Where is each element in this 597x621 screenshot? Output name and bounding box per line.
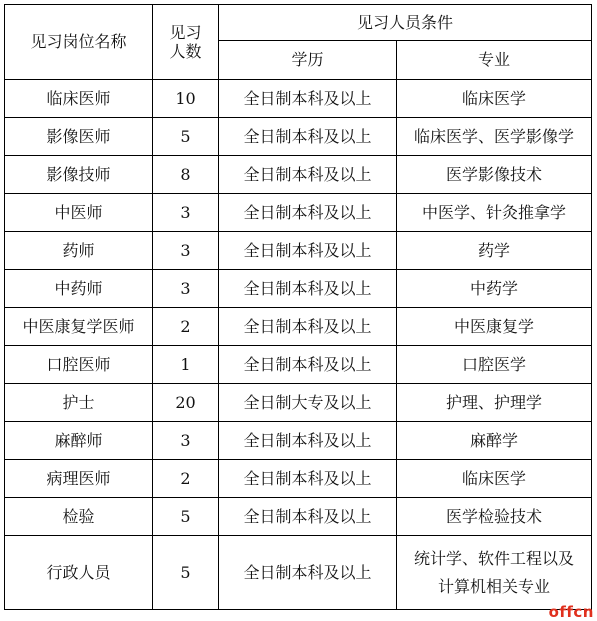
cell-count: 5 (153, 118, 219, 156)
table-row (5, 498, 592, 536)
cell-major: 护理、护理学 (397, 384, 592, 422)
table-row (5, 384, 592, 422)
cell-education: 全日制本科及以上 (219, 460, 397, 498)
cell-count: 3 (153, 194, 219, 232)
cell-major: 麻醉学 (397, 422, 592, 460)
cell-major: 药学 (397, 232, 592, 270)
cell-count: 1 (153, 346, 219, 384)
header-conditions: 见习人员条件 (219, 5, 592, 41)
header-count (153, 5, 219, 80)
table-row (5, 270, 592, 308)
header-major: 专业 (397, 41, 592, 80)
cell-major: 中药学 (397, 270, 592, 308)
table-row (5, 460, 592, 498)
cell-count: 2 (153, 460, 219, 498)
cell-major: 临床医学、医学影像学 (397, 118, 592, 156)
cell-position: 中药师 (5, 270, 153, 308)
cell-education: 全日制本科及以上 (219, 118, 397, 156)
cell-education: 全日制大专及以上 (219, 384, 397, 422)
cell-position: 影像医师 (5, 118, 153, 156)
cell-position: 临床医师 (5, 80, 153, 118)
header-position-name: 见习岗位名称 (5, 5, 153, 80)
table-row (5, 232, 592, 270)
cell-major: 中医康复学 (397, 308, 592, 346)
cell-major: 中医学、针灸推拿学 (397, 194, 592, 232)
cell-position: 中医师 (5, 194, 153, 232)
table-row (5, 118, 592, 156)
cell-education: 全日制本科及以上 (219, 194, 397, 232)
cell-education: 全日制本科及以上 (219, 498, 397, 536)
cell-education: 全日制本科及以上 (219, 308, 397, 346)
cell-count: 2 (153, 308, 219, 346)
cell-position: 药师 (5, 232, 153, 270)
cell-position: 检验 (5, 498, 153, 536)
cell-count: 20 (153, 384, 219, 422)
table-row (5, 194, 592, 232)
table-row (5, 80, 592, 118)
cell-position: 麻醉师 (5, 422, 153, 460)
cell-education: 全日制本科及以上 (219, 536, 397, 610)
cell-education: 全日制本科及以上 (219, 80, 397, 118)
cell-education: 全日制本科及以上 (219, 232, 397, 270)
internship-requirements-table (4, 4, 592, 610)
cell-major: 临床医学 (397, 80, 592, 118)
cell-major: 口腔医学 (397, 346, 592, 384)
header-count-line1: 见习 (169, 22, 202, 42)
table-row (5, 536, 592, 610)
cell-major: 医学影像技术 (397, 156, 592, 194)
cell-count: 5 (153, 536, 219, 610)
cell-education: 全日制本科及以上 (219, 270, 397, 308)
cell-major: 医学检验技术 (397, 498, 592, 536)
offcn-watermark: offcn (548, 603, 594, 621)
cell-count: 10 (153, 80, 219, 118)
header-education: 学历 (219, 41, 397, 80)
cell-major-line1: 统计学、软件工程以及 (413, 548, 574, 568)
cell-major-line2: 计算机相关专业 (437, 576, 550, 596)
cell-major (397, 536, 592, 610)
cell-position: 行政人员 (5, 536, 153, 610)
cell-major: 临床医学 (397, 460, 592, 498)
cell-count: 5 (153, 498, 219, 536)
cell-count: 3 (153, 232, 219, 270)
cell-education: 全日制本科及以上 (219, 346, 397, 384)
table-row (5, 308, 592, 346)
cell-position: 影像技师 (5, 156, 153, 194)
cell-position: 病理医师 (5, 460, 153, 498)
cell-position: 口腔医师 (5, 346, 153, 384)
table-row (5, 156, 592, 194)
header-count-line2: 人数 (169, 42, 202, 61)
cell-education: 全日制本科及以上 (219, 422, 397, 460)
cell-count: 3 (153, 270, 219, 308)
table-row (5, 346, 592, 384)
cell-position: 中医康复学医师 (5, 308, 153, 346)
table-row (5, 422, 592, 460)
cell-education: 全日制本科及以上 (219, 156, 397, 194)
cell-position: 护士 (5, 384, 153, 422)
cell-count: 3 (153, 422, 219, 460)
cell-count: 8 (153, 156, 219, 194)
